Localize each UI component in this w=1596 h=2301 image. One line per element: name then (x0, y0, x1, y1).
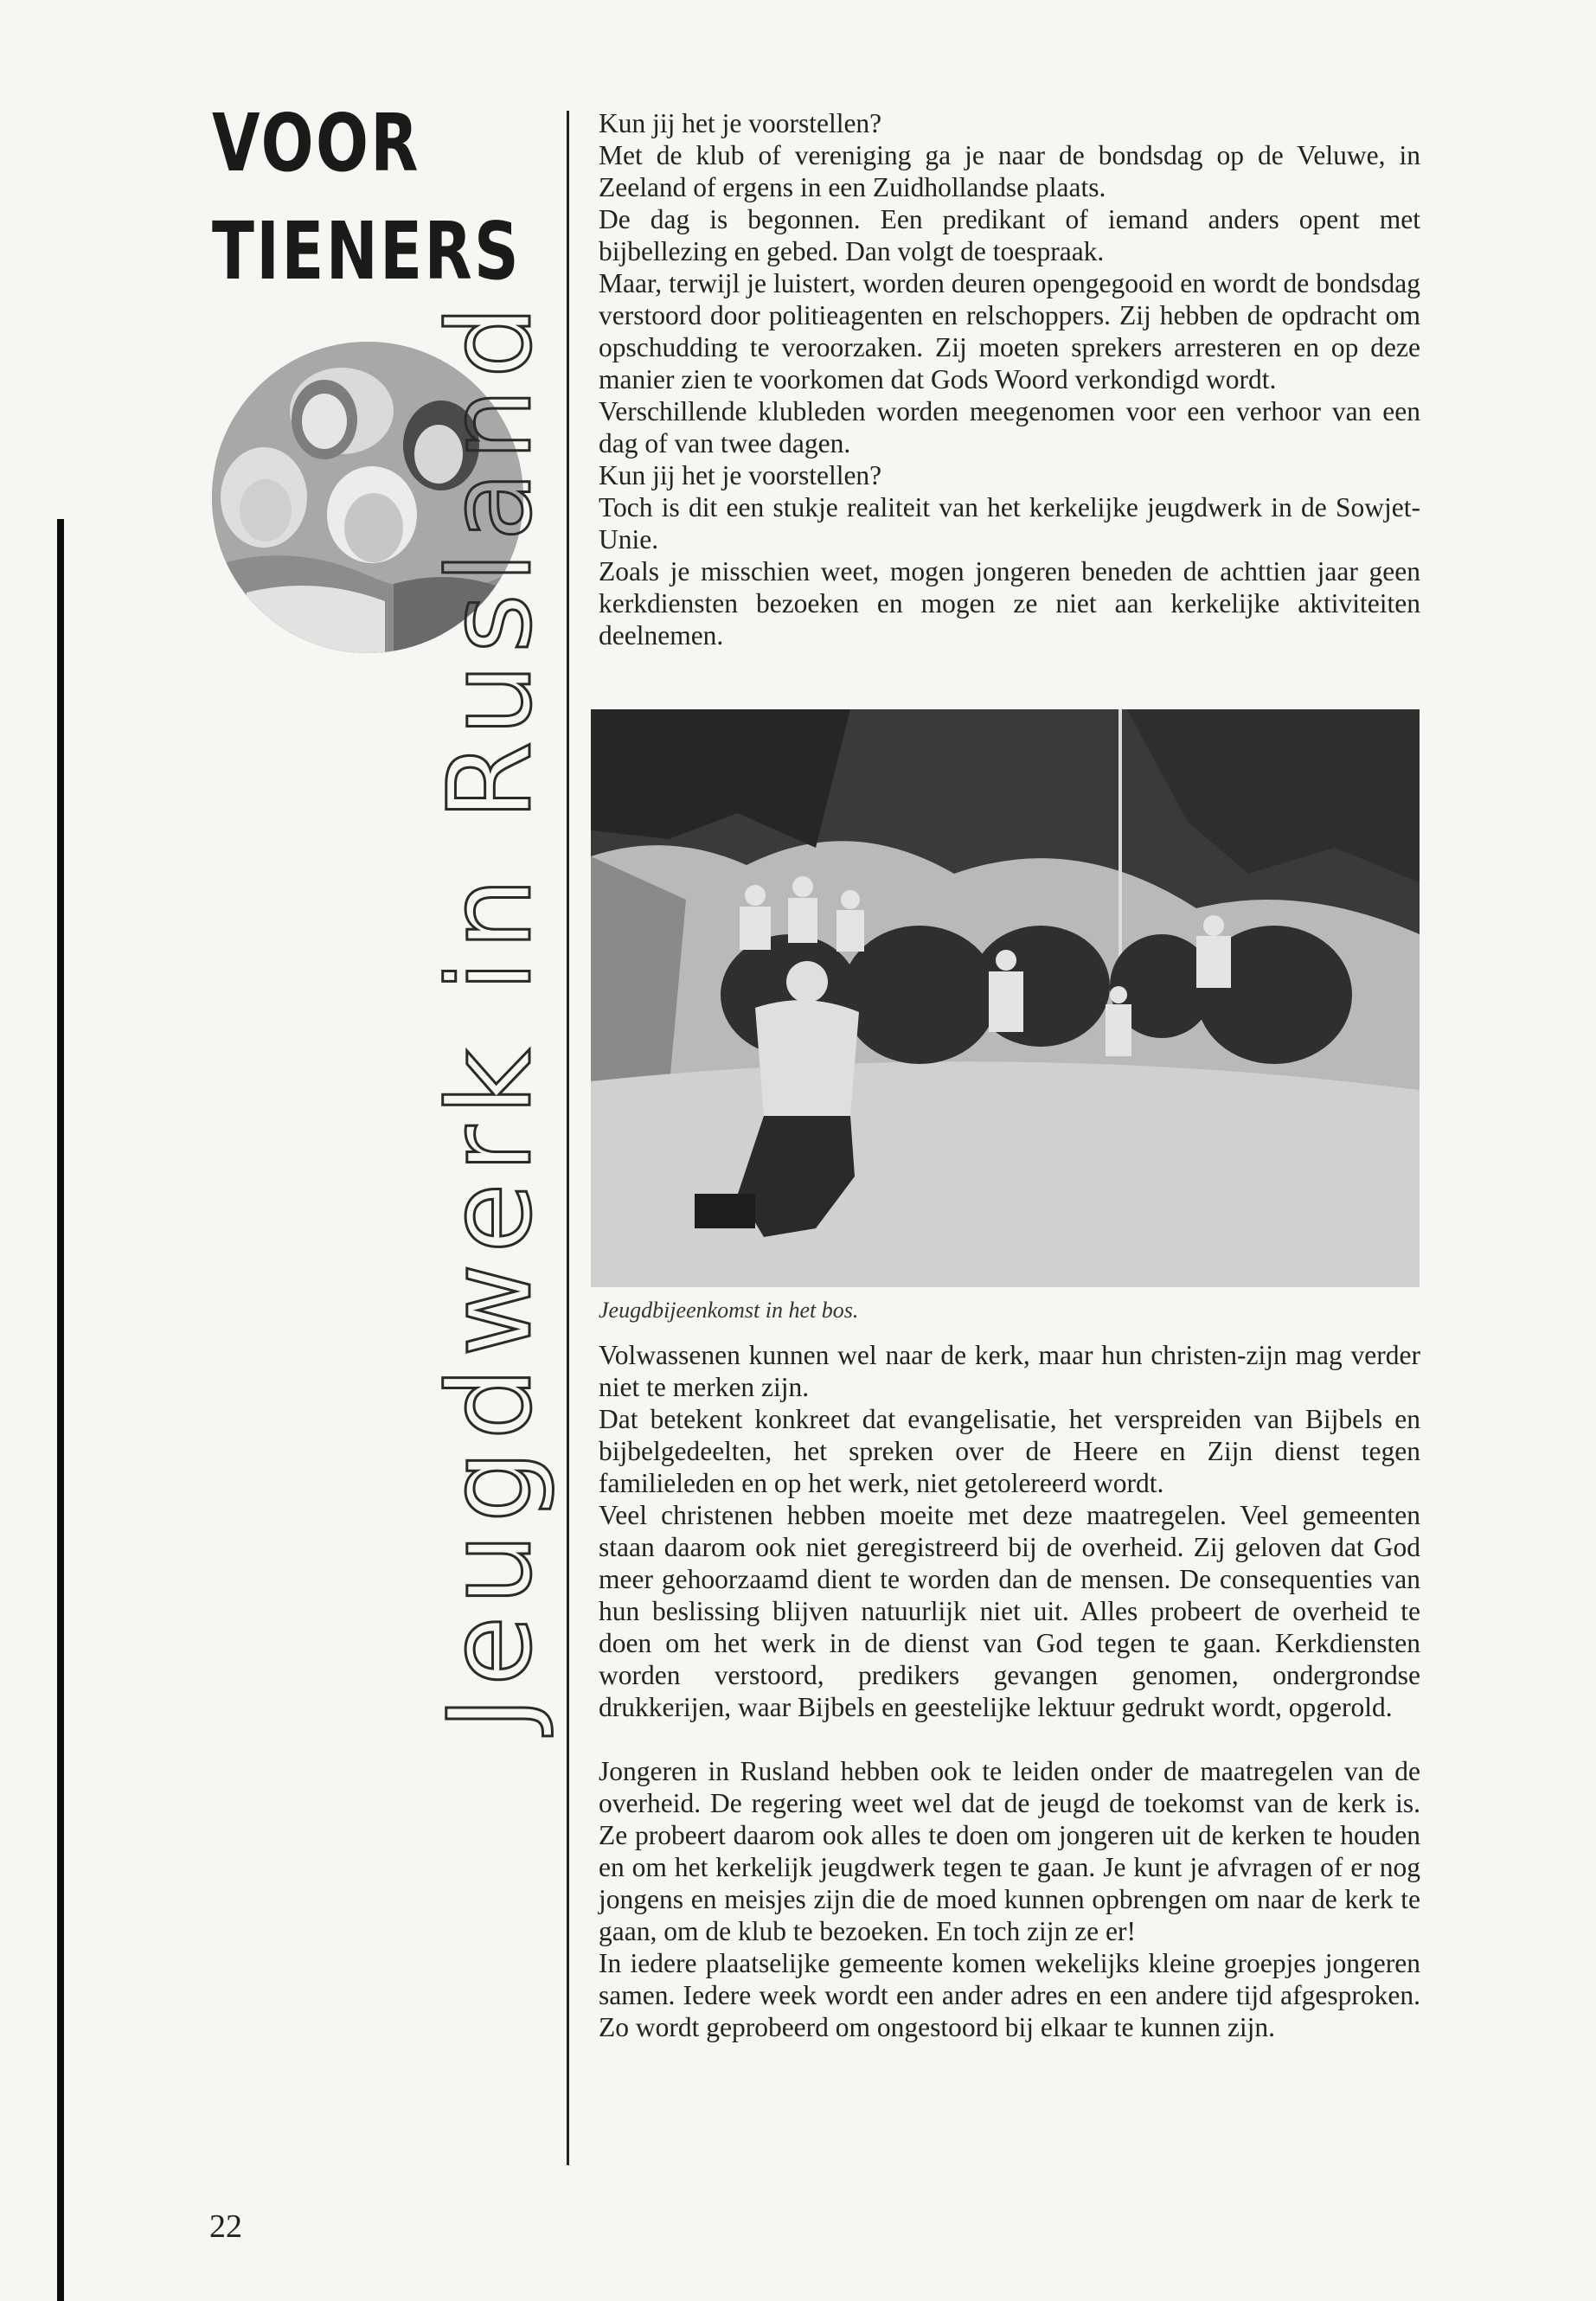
paragraph: Zoals je misschien weet, mogen jongeren beneden de achttien jaar geen kerkdiensten bezoeken en mogen ze niet aan kerkelijke aktiviteiten deelnemen. (599, 556, 1420, 651)
paragraph: Toch is dit een stukje realiteit van het kerkelijke jeugdwerk in de Sowjet-Unie. (599, 492, 1420, 554)
paragraph: Volwassenen kunnen wel naar de kerk, maar hun christen-zijn mag verder niet te merken zijn. (599, 1340, 1420, 1402)
paragraph: Dat betekent konkreet dat evangelisatie, het verspreiden van Bijbels en bijbelgedeelten, het spreken over de Heere en Zijn dienst tegen familieleden en op het werk, niet getolereerd wordt. (599, 1404, 1420, 1498)
article-top-column (599, 107, 1420, 651)
binding-edge (57, 519, 64, 2301)
forest-gathering-icon (591, 709, 1420, 1287)
kicker-voor: VOOR (212, 97, 420, 189)
page-number: 22 (209, 2208, 242, 2245)
kicker-tieners: TIENERS (212, 205, 522, 298)
paragraph: Kun jij het je voorstellen? (599, 460, 882, 490)
paragraph: Kun jij het je voorstellen? (599, 108, 882, 138)
article-bottom-column (599, 1339, 1420, 2043)
rotated-section-title: Jeugdwerk in Rusland (424, 295, 557, 1730)
paragraph: Veel christenen hebben moeite met deze maatregelen. Veel gemeenten staan daarom ook niet geregistreerd bij de overheid. Zij geloven dat God meer gehoorzaamd dient te worden dan de mensen. De consequenties van hun beslissing blijven natuurlijk niet uit. Alles probeert de overheid te doen om het werk in de dienst van God tegen te gaan. Kerkdiensten worden verstoord, predikers gevangen genomen, ondergrondse drukkerijen, waar Bijbels en geestelijke lektuur gedrukt wordt, opgerold. (599, 1500, 1420, 1722)
forest-gathering-photo (591, 709, 1420, 1287)
photo-caption: Jeugdbijeenkomst in het bos. (599, 1298, 859, 1323)
paragraph: Maar, terwijl je luistert, worden deuren opengegooid en wordt de bondsdag verstoord door politieagenten en relschoppers. Zij hebben de opdracht om opschudding te veroorzaken. Zij moeten sprekers arresteren en op deze manier zien te voorkomen dat Gods Woord verkondigd wordt. (599, 268, 1420, 394)
paragraph: Met de klub of vereniging ga je naar de bondsdag op de Veluwe, in Zeeland of ergens in een Zuidhollandse plaats. (599, 140, 1420, 202)
paragraph: In iedere plaatselijke gemeente komen wekelijks kleine groepjes jongeren samen. Iedere week wordt een ander adres en een andere tijd afgesproken. Zo wordt geprobeerd om ongestoord bij elkaar te kunnen zijn. (599, 1948, 1420, 2042)
paragraph: Jongeren in Rusland hebben ook te leiden onder de maatregelen van de overheid. De regering weet wel dat de jeugd de toekomst van de kerk is. Ze probeert daarom ook alles te doen om jongeren uit de kerken te houden en om het kerkelijk jeugdwerk tegen te gaan. Je kunt je afvragen of er nog jongens en meisjes zijn die de moed kunnen opbrengen om naar de kerk te gaan, om de klub te bezoeken. En toch zijn ze er! (599, 1756, 1420, 1946)
column-divider (567, 111, 569, 2165)
paragraph: De dag is begonnen. Een predikant of iemand anders opent met bijbellezing en gebed. Dan volgt de toespraak. (599, 204, 1420, 266)
paragraph: Verschillende klubleden worden meegenomen voor een verhoor van een dag of van twee dagen. (599, 396, 1420, 458)
